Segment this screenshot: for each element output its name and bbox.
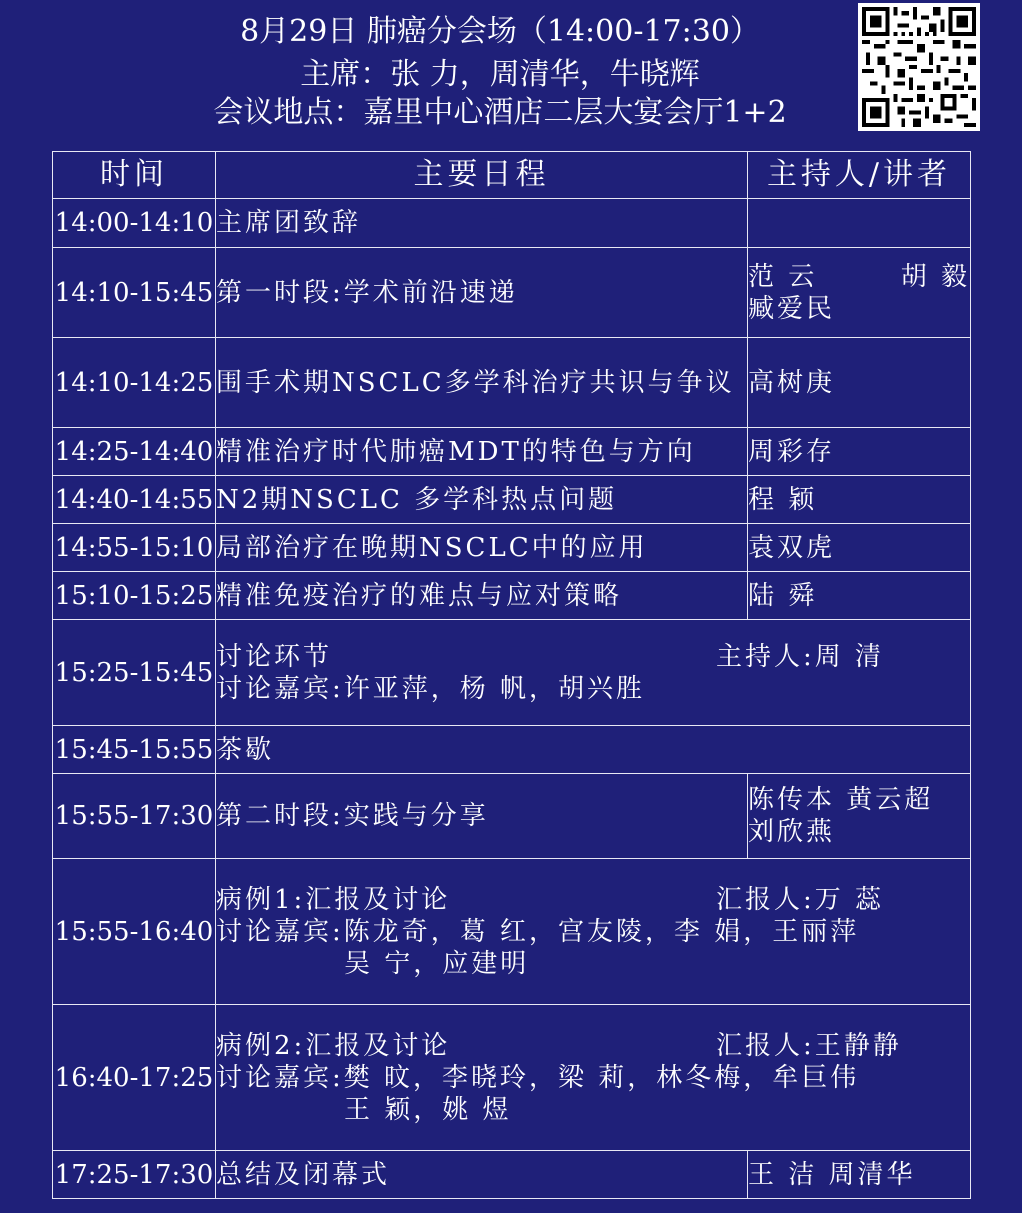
time-cell: 15:55-17:30	[53, 774, 216, 859]
agenda-cell: 局部治疗在晚期NSCLC中的应用	[216, 524, 748, 572]
speaker-cell: 王 洁 周清华	[748, 1151, 971, 1199]
speaker-cell: 周彩存	[748, 428, 971, 476]
session-title: 8月29日 肺癌分会场（14:00-17:30）	[240, 14, 760, 49]
agenda-line	[216, 1030, 970, 1062]
discussion-guests-cont: 吴 宁，应建明	[344, 948, 530, 979]
speaker-cell: 高树庚	[748, 338, 971, 428]
speaker-cell	[748, 199, 971, 248]
time-cell: 15:55-16:40	[53, 859, 216, 1005]
agenda-line	[216, 884, 970, 916]
table-row	[53, 726, 971, 774]
agenda-cell: 围手术期NSCLC多学科治疗共识与争议	[216, 338, 748, 428]
speaker-name: 胡 毅	[900, 261, 970, 292]
speaker-cell: 袁双虎	[748, 524, 971, 572]
discussion-guests-cont: 王 颖，姚 煜	[344, 1094, 512, 1125]
speaker-name: 刘欣燕	[748, 817, 836, 847]
time-cell: 14:10-15:45	[53, 248, 216, 338]
agenda-cell: 第二时段:实践与分享	[216, 774, 748, 859]
table-row	[53, 1151, 971, 1199]
table-row	[53, 248, 971, 338]
agenda-cell: 精准免疫治疗的难点与应对策略	[216, 572, 748, 620]
time-cell: 17:25-17:30	[53, 1151, 216, 1199]
agenda-cell: 茶歇	[216, 726, 971, 774]
time-cell: 14:25-14:40	[53, 428, 216, 476]
speaker-line	[748, 261, 970, 293]
column-header-speaker: 主持人/讲者	[748, 152, 971, 199]
agenda-cell: 主席团致辞	[216, 199, 748, 248]
time-cell: 14:00-14:10	[53, 199, 216, 248]
time-cell: 16:40-17:25	[53, 1005, 216, 1151]
speaker-cell: 程 颖	[748, 476, 971, 524]
speaker-name: 范 云	[748, 261, 818, 292]
speaker-cell	[748, 774, 971, 859]
column-header-agenda: 主要日程	[216, 152, 748, 199]
agenda-cell	[216, 620, 971, 726]
speaker-cell: 陆 舜	[748, 572, 971, 620]
speaker-name: 陈传本 黄云超	[748, 785, 934, 815]
table-row	[53, 1005, 971, 1151]
chairs-line: 主席：张 力，周清华，牛晓辉	[300, 57, 700, 92]
agenda-title: 病例2:汇报及讨论	[216, 1030, 451, 1061]
time-cell: 14:10-14:25	[53, 338, 216, 428]
presenter: 汇报人:万 蕊	[716, 884, 885, 915]
time-cell: 15:25-15:45	[53, 620, 216, 726]
agenda-cell: 第一时段:学术前沿速递	[216, 248, 748, 338]
moderator: 主持人:周 清	[716, 641, 885, 672]
table-row	[53, 859, 971, 1005]
agenda-title: 讨论环节	[216, 641, 333, 672]
time-cell: 15:45-15:55	[53, 726, 216, 774]
table-row	[53, 428, 971, 476]
qr-code-icon	[858, 3, 980, 131]
speaker-cell	[748, 248, 971, 338]
table-row	[53, 774, 971, 859]
discussion-guests: 讨论嘉宾:陈龙奇，葛 红，宫友陵，李 娟，王丽萍	[216, 916, 860, 947]
schedule-table	[52, 151, 971, 1199]
time-cell: 14:40-14:55	[53, 476, 216, 524]
presenter: 汇报人:王静静	[716, 1030, 902, 1061]
table-row	[53, 476, 971, 524]
discussion-guests: 讨论嘉宾:樊 旼，李晓玲，梁 莉，林冬梅，牟巨伟	[216, 1062, 860, 1093]
discussion-guests: 讨论嘉宾:许亚萍，杨 帆，胡兴胜	[216, 673, 646, 704]
agenda-title: 病例1:汇报及讨论	[216, 884, 451, 915]
agenda-cell: 总结及闭幕式	[216, 1151, 748, 1199]
table-row	[53, 572, 971, 620]
table-header-row	[53, 152, 971, 199]
speaker-name: 臧爱民	[748, 293, 836, 324]
table-row	[53, 199, 971, 248]
time-cell: 15:10-15:25	[53, 572, 216, 620]
agenda-line	[216, 641, 970, 673]
venue-line: 会议地点：嘉里中心酒店二层大宴会厅1+2	[213, 95, 787, 130]
table-row	[53, 620, 971, 726]
time-cell: 14:55-15:10	[53, 524, 216, 572]
column-header-time: 时间	[53, 152, 216, 199]
agenda-cell: 精准治疗时代肺癌MDT的特色与方向	[216, 428, 748, 476]
agenda-cell	[216, 859, 971, 1005]
table-row	[53, 338, 971, 428]
agenda-cell	[216, 1005, 971, 1151]
agenda-cell: N2期NSCLC 多学科热点问题	[216, 476, 748, 524]
table-row	[53, 524, 971, 572]
